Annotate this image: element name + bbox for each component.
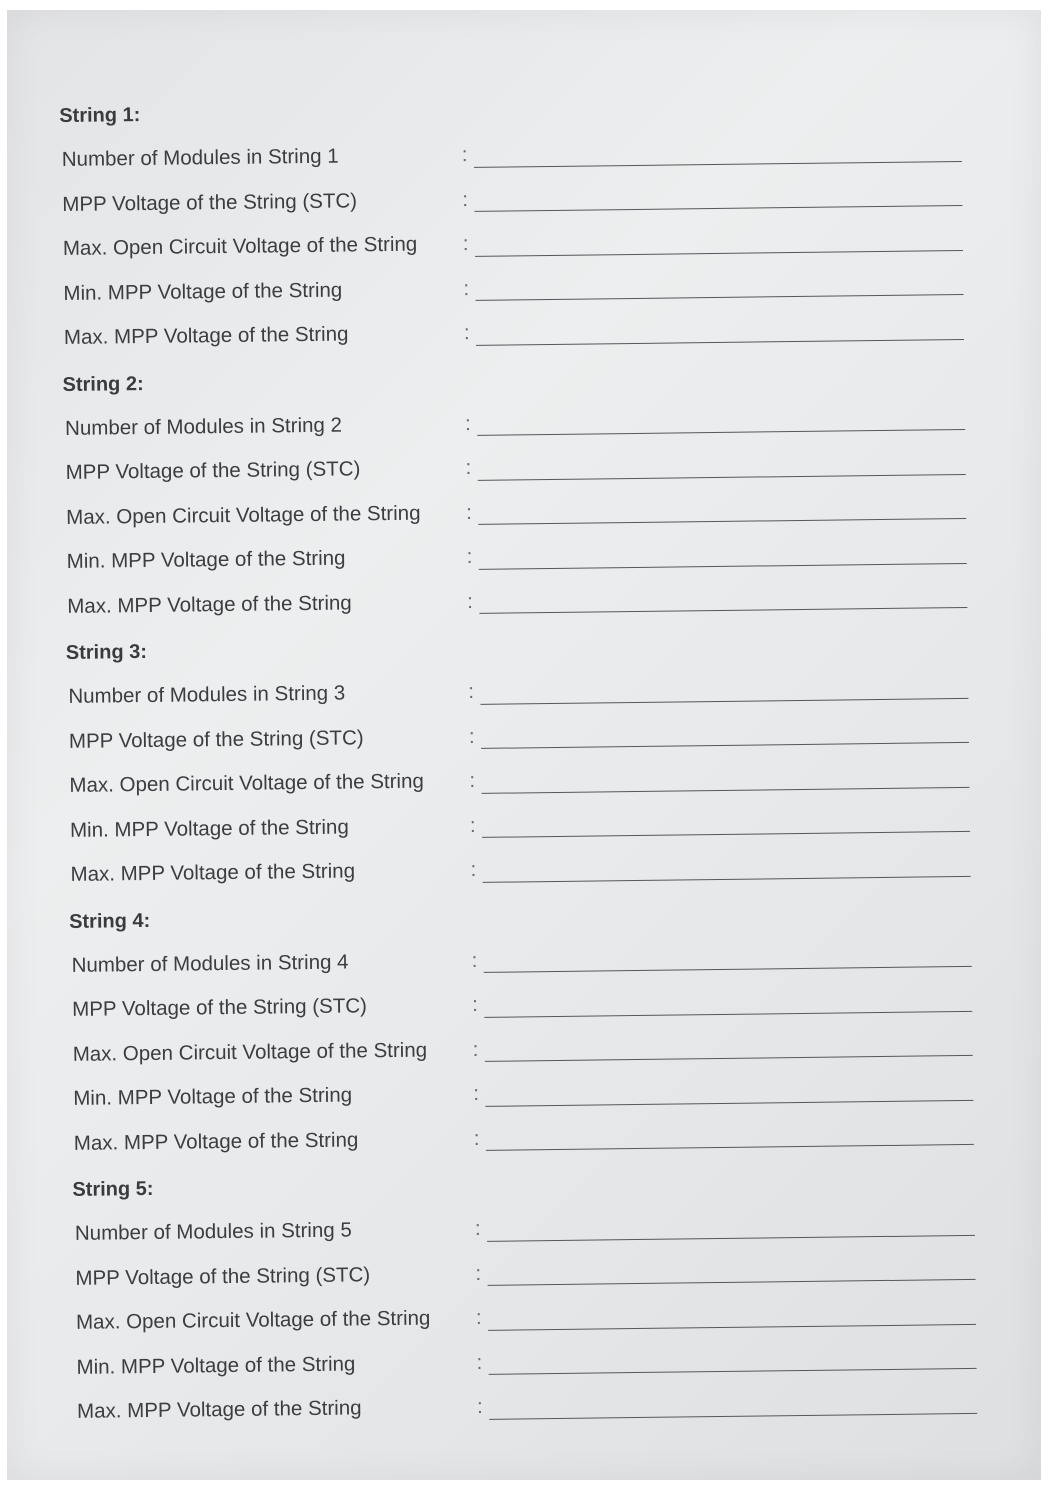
answer-blank-line[interactable] (479, 562, 967, 569)
colon-separator: : (463, 276, 470, 300)
answer-blank-line[interactable] (485, 1099, 973, 1106)
field-label: Max. MPP Voltage of the String (73, 1127, 359, 1155)
colon-separator: : (465, 500, 472, 524)
answer-blank-line[interactable] (489, 1368, 977, 1375)
field-label: MPP Voltage of the String (STC) (62, 188, 358, 216)
field-label: MPP Voltage of the String (STC) (65, 457, 361, 484)
answer-blank-line[interactable] (487, 1234, 975, 1241)
colon-separator: : (472, 1037, 479, 1061)
field-label: Min. MPP Voltage of the String (69, 815, 349, 842)
field-label: Max. MPP Voltage of the String (67, 590, 352, 618)
field-label: MPP Voltage of the String (STC) (72, 994, 368, 1021)
colon-separator: : (475, 1305, 482, 1329)
colon-separator: : (465, 455, 472, 480)
colon-separator: : (464, 411, 471, 435)
field-label: Max. MPP Voltage of the String (70, 859, 356, 886)
field-label: MPP Voltage of the String (STC) (75, 1262, 371, 1290)
answer-blank-line[interactable] (482, 786, 970, 793)
colon-separator: : (470, 857, 477, 882)
string-section-5 (72, 1156, 1015, 1436)
colon-separator: : (476, 1350, 483, 1374)
field-label: Number of Modules in String 5 (74, 1218, 352, 1245)
colon-separator: : (476, 1394, 483, 1418)
answer-blank-line[interactable] (478, 473, 966, 480)
answer-blank-line[interactable] (474, 205, 962, 212)
string-section-3 (66, 619, 1009, 899)
section-title: String 1: (59, 104, 141, 127)
answer-blank-line[interactable] (478, 518, 966, 525)
colon-separator: : (466, 544, 473, 569)
document-photo (7, 10, 1041, 1480)
answer-blank-line[interactable] (483, 875, 971, 882)
field-label: Max. Open Circuit Voltage of the String (69, 769, 424, 797)
colon-separator: : (462, 232, 469, 256)
answer-blank-line[interactable] (479, 607, 967, 614)
answer-blank-line[interactable] (476, 294, 964, 301)
colon-separator: : (468, 679, 475, 704)
worksheet (59, 83, 1015, 1437)
answer-blank-line[interactable] (488, 1279, 976, 1286)
colon-separator: : (468, 724, 475, 748)
section-title: String 4: (68, 909, 151, 933)
field-label: MPP Voltage of the String (STC) (68, 725, 364, 753)
answer-blank-line[interactable] (488, 1323, 976, 1330)
answer-blank-line[interactable] (477, 429, 965, 436)
field-label: Number of Modules in String 3 (68, 681, 346, 708)
answer-blank-line[interactable] (485, 1055, 973, 1062)
answer-blank-line[interactable] (481, 742, 969, 749)
answer-blank-line[interactable] (482, 831, 970, 838)
colon-separator: : (474, 1216, 481, 1241)
colon-separator: : (469, 813, 476, 837)
answer-blank-line[interactable] (489, 1412, 977, 1419)
colon-separator: : (467, 589, 474, 613)
field-label: Number of Modules in String 4 (71, 950, 349, 977)
answer-blank-line[interactable] (475, 249, 963, 256)
section-title: String 2: (62, 372, 144, 396)
colon-separator: : (461, 143, 468, 167)
string-section-4 (69, 888, 1012, 1168)
colon-separator: : (471, 948, 478, 972)
colon-separator: : (473, 1081, 480, 1106)
field-label: Max. MPP Voltage of the String (76, 1396, 362, 1423)
field-label: Min. MPP Voltage of the String (76, 1351, 356, 1379)
answer-blank-line[interactable] (486, 1144, 974, 1151)
field-label: Min. MPP Voltage of the String (66, 546, 346, 573)
field-label: Min. MPP Voltage of the String (63, 278, 343, 305)
field-label: Max. Open Circuit Voltage of the String (66, 501, 421, 529)
colon-separator: : (463, 321, 470, 345)
string-section-2 (62, 351, 1005, 631)
section-title: String 3: (65, 640, 148, 664)
section-title: String 5: (72, 1177, 154, 1201)
string-section-1 (59, 83, 1002, 363)
answer-blank-line[interactable] (484, 1010, 972, 1017)
field-label: Max. MPP Voltage of the String (63, 322, 349, 349)
field-label: Number of Modules in String 2 (64, 413, 343, 440)
field-label: Max. Open Circuit Voltage of the String (72, 1038, 428, 1066)
field-label: Max. Open Circuit Voltage of the String (62, 232, 418, 260)
colon-separator: : (473, 1126, 480, 1150)
answer-blank-line[interactable] (476, 338, 964, 345)
answer-blank-line[interactable] (480, 697, 968, 704)
colon-separator: : (462, 187, 469, 211)
answer-blank-line[interactable] (474, 160, 962, 167)
colon-separator: : (475, 1261, 482, 1285)
field-label: Number of Modules in String 1 (61, 144, 339, 171)
colon-separator: : (472, 992, 478, 1017)
answer-blank-line[interactable] (484, 966, 972, 973)
colon-separator: : (469, 768, 476, 793)
field-label: Max. Open Circuit Voltage of the String (75, 1306, 431, 1334)
field-label: Min. MPP Voltage of the String (73, 1083, 353, 1110)
